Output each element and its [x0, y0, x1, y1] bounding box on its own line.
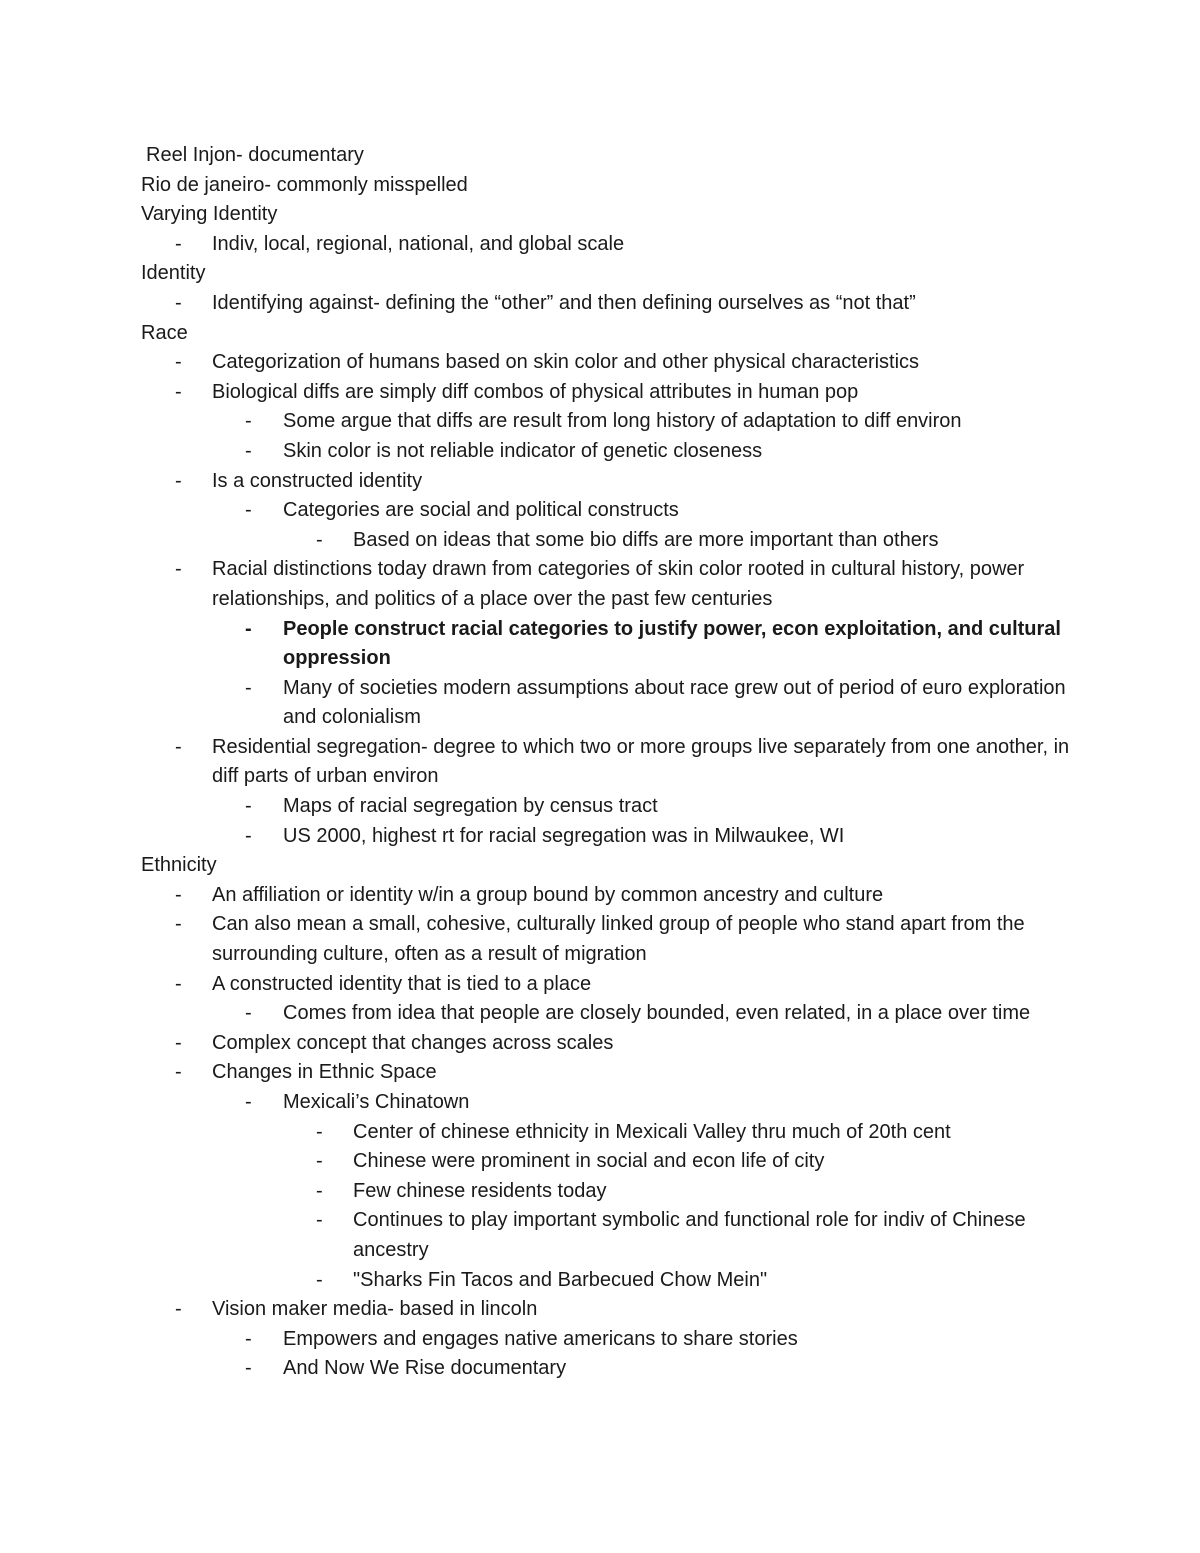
line-text: Racial distinctions today drawn from categories of skin color rooted in cultural history, power relationships, and politics of a place over the past few centuries	[212, 558, 1025, 610]
bullet-dash: -	[175, 558, 182, 581]
line-text: Can also mean a small, cohesive, culturally linked group of people who stand apart from the surrounding culture, often as a result of migration	[212, 913, 1025, 966]
bullet-item	[141, 1206, 1071, 1265]
bullet-item	[141, 1147, 1071, 1177]
bullet-dash: -	[316, 1209, 323, 1232]
line-text: Categorization of humans based on skin color and other physical characteristics	[212, 351, 920, 374]
line-text: US 2000, highest rt for racial segregation was in Milwaukee, WI	[283, 824, 845, 847]
bullet-dash: -	[245, 1091, 252, 1113]
bullet-item	[141, 437, 1071, 467]
line-text: Changes in Ethnic Space	[212, 1061, 437, 1084]
bullet-item	[141, 1058, 1071, 1088]
line-text: Center of chinese ethnicity in Mexicali Valley thru much of 20th cent	[353, 1120, 951, 1143]
line-text: Empowers and engages native americans to share stories	[283, 1327, 798, 1350]
bullet-item	[141, 615, 1071, 674]
bullet-item	[141, 910, 1071, 969]
line-text: Chinese were prominent in social and econ life of city	[353, 1150, 825, 1173]
bullet-item	[141, 1029, 1071, 1059]
line-text: Few chinese residents today	[353, 1179, 607, 1202]
line-text: Based on ideas that some bio diffs are more important than others	[353, 528, 939, 551]
line-text: Rio de janeiro- commonly misspelled	[141, 173, 468, 196]
line-text: Continues to play important symbolic and functional role for indiv of Chinese ancestry	[353, 1209, 1026, 1261]
line-text: Reel Injon- documentary	[146, 144, 364, 166]
bullet-dash: -	[245, 410, 252, 433]
bullet-dash: -	[245, 1327, 252, 1350]
line-text: Identity	[141, 262, 206, 285]
line-text: An affiliation or identity w/in a group bound by common ancestry and culture	[212, 883, 884, 906]
line-text: Some argue that diffs are result from long history of adaptation to diff environ	[283, 410, 962, 433]
bullet-item	[141, 555, 1071, 614]
bullet-item	[141, 467, 1071, 497]
line-text: A constructed identity that is tied to a place	[212, 972, 592, 995]
line-text: People construct racial categories to justify power, econ exploitation, and cultural oppression	[283, 617, 1061, 670]
bullet-dash: -	[245, 676, 252, 699]
bullet-item	[141, 378, 1071, 408]
bullet-item	[141, 1325, 1071, 1355]
bullet-item	[141, 496, 1071, 526]
bullet-item	[141, 1354, 1071, 1384]
bullet-dash: -	[175, 291, 182, 314]
line-text: Comes from idea that people are closely bounded, even related, in a place over time	[283, 1002, 1031, 1025]
line-text: Complex concept that changes across scales	[212, 1031, 614, 1054]
bullet-item	[141, 230, 1071, 260]
bullet-dash: -	[316, 1268, 323, 1291]
bullet-item	[141, 1088, 1071, 1118]
bullet-item	[141, 1295, 1071, 1325]
bullet-dash: -	[245, 439, 252, 462]
bullet-dash: -	[175, 735, 182, 758]
line-text: Residential segregation- degree to which two or more groups live separately from one another, in diff parts of urban environ	[212, 735, 1070, 788]
line-text: Is a constructed identity	[212, 469, 423, 492]
bullet-dash: -	[175, 351, 182, 374]
bullet-dash: -	[245, 617, 252, 640]
bullet-item	[141, 733, 1071, 792]
line-text: Maps of racial segregation by census tract	[283, 795, 658, 818]
bullet-dash: -	[316, 528, 323, 551]
line-text: Indiv, local, regional, national, and global scale	[212, 232, 625, 255]
bullet-item	[141, 1118, 1071, 1148]
bullet-dash: -	[175, 232, 182, 255]
line-text: Race	[141, 321, 188, 344]
bullet-dash: -	[316, 1179, 323, 1202]
bullet-item	[141, 881, 1071, 911]
section-heading	[141, 319, 1071, 349]
line-text: Vision maker media- based in lincoln	[212, 1298, 538, 1321]
bullet-item	[141, 348, 1071, 378]
bullet-dash: -	[245, 1002, 252, 1025]
section-heading	[141, 851, 1071, 881]
line-text: Identifying against- defining the “other” and then defining ourselves as “not that”	[212, 291, 916, 314]
bullet-item	[141, 674, 1071, 733]
line-text: Ethnicity	[141, 854, 217, 877]
line-text: Many of societies modern assumptions about race grew out of period of euro exploration and colonialism	[283, 676, 1066, 729]
bullet-item	[141, 407, 1071, 437]
bullet-dash: -	[245, 795, 252, 818]
section-heading	[141, 200, 1071, 230]
bullet-item	[141, 1266, 1071, 1296]
bullet-dash: -	[175, 972, 182, 995]
line-text: Varying Identity	[141, 203, 278, 226]
bullet-dash: -	[175, 380, 182, 403]
notes-body	[141, 141, 1071, 1384]
bullet-item	[141, 999, 1071, 1029]
bullet-dash: -	[175, 883, 182, 906]
bullet-item	[141, 289, 1071, 319]
section-heading	[141, 259, 1071, 289]
bullet-dash: -	[245, 824, 252, 847]
section-heading	[141, 171, 1071, 201]
line-text: And Now We Rise documentary	[283, 1357, 567, 1380]
bullet-dash: -	[175, 1031, 182, 1054]
section-heading	[141, 141, 1071, 171]
bullet-item	[141, 822, 1071, 852]
bullet-dash: -	[175, 469, 182, 492]
bullet-dash: -	[245, 499, 252, 522]
line-text: Mexicali’s Chinatown	[283, 1091, 470, 1113]
bullet-dash: -	[316, 1150, 323, 1173]
bullet-dash: -	[175, 913, 182, 936]
line-text: "Sharks Fin Tacos and Barbecued Chow Mein"	[353, 1268, 768, 1291]
line-text: Skin color is not reliable indicator of genetic closeness	[283, 439, 763, 462]
line-text: Categories are social and political constructs	[283, 499, 679, 522]
line-text: Biological diffs are simply diff combos of physical attributes in human pop	[212, 380, 859, 403]
bullet-dash: -	[245, 1357, 252, 1380]
bullet-item	[141, 792, 1071, 822]
bullet-item	[141, 970, 1071, 1000]
bullet-dash: -	[316, 1120, 323, 1143]
bullet-dash: -	[175, 1061, 182, 1084]
bullet-dash: -	[175, 1298, 182, 1321]
bullet-item	[141, 526, 1071, 556]
bullet-item	[141, 1177, 1071, 1207]
